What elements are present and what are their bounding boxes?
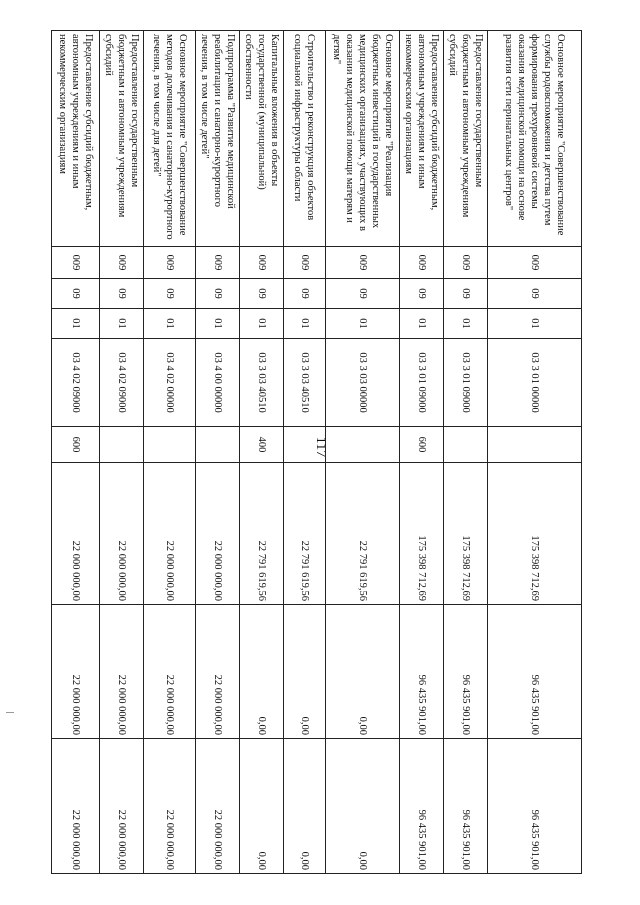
row-name-cell: Предоставление субсидий бюджетным, автономным учреждениям и иным некоммерческим организациям: [400, 31, 444, 247]
sum-year1-cell: 175 398 712,69: [488, 463, 582, 605]
subsection-code-cell: 01: [240, 309, 284, 339]
grbs-code-cell: 009: [52, 247, 100, 279]
grbs-code-cell: 009: [326, 247, 400, 279]
subsection-code-cell: 01: [284, 309, 326, 339]
table-row: [100, 31, 144, 874]
sum-year2-cell: 96 435 901,00: [488, 605, 582, 739]
budget-table: [51, 30, 582, 874]
sum-year3-cell: 0,00: [326, 739, 400, 874]
expense-type-cell: [144, 427, 196, 463]
subsection-code-cell: 01: [326, 309, 400, 339]
grbs-code-cell: 009: [196, 247, 240, 279]
sum-year1-cell: 22 000 000,00: [144, 463, 196, 605]
table-row: [196, 31, 240, 874]
section-code-cell: 09: [196, 279, 240, 309]
table-row: [444, 31, 488, 874]
sum-year2-cell: 96 435 901,00: [400, 605, 444, 739]
budget-table-stage: [57, 30, 582, 873]
expense-type-cell: 600: [400, 427, 444, 463]
table-row: [284, 31, 326, 874]
sum-year1-cell: 22 791 619,56: [284, 463, 326, 605]
expense-type-cell: [100, 427, 144, 463]
section-code-cell: 09: [240, 279, 284, 309]
scan-mark: [6, 712, 14, 715]
section-code-cell: 09: [52, 279, 100, 309]
row-name-cell: Основное мероприятие "Совершенствование службы родовспоможения и детства путем формирования трехуровневой системы оказания медицинской помощи на основе развития сети перинатальных центров": [488, 31, 582, 247]
expense-type-cell: [326, 427, 400, 463]
sum-year1-cell: 22 000 000,00: [52, 463, 100, 605]
sum-year3-cell: 96 435 901,00: [444, 739, 488, 874]
target-article-cell: 03 4 00 00000: [196, 339, 240, 427]
row-name-cell: Основное мероприятие "Реализация бюджетных инвестиций в государственных медицинских организациях, участвующих в оказании медицинской помощи матерям и детям": [326, 31, 400, 247]
sum-year2-cell: 0,00: [284, 605, 326, 739]
expense-type-cell: [196, 427, 240, 463]
grbs-code-cell: 009: [400, 247, 444, 279]
row-name-cell: Основное мероприятие "Совершенствование методов долечивания и санаторно-курортного лечения, в том числе для детей": [144, 31, 196, 247]
subsection-code-cell: 01: [100, 309, 144, 339]
table-row: [52, 31, 100, 874]
target-article-cell: 03 3 03 40510: [240, 339, 284, 427]
subsection-code-cell: 01: [488, 309, 582, 339]
target-article-cell: 03 3 01 09000: [444, 339, 488, 427]
sum-year1-cell: 175 398 712,69: [444, 463, 488, 605]
grbs-code-cell: 009: [100, 247, 144, 279]
subsection-code-cell: 01: [400, 309, 444, 339]
row-name-cell: Предоставление государственным бюджетным и автономным учреждениям субсидий: [100, 31, 144, 247]
row-name-cell: Предоставление субсидий бюджетным, автономным учреждениям и иным некоммерческим организациям: [52, 31, 100, 247]
table-row: [488, 31, 582, 874]
subsection-code-cell: 01: [444, 309, 488, 339]
sum-year1-cell: 22 791 619,56: [326, 463, 400, 605]
sum-year3-cell: 22 000 000,00: [100, 739, 144, 874]
sum-year3-cell: 96 435 901,00: [488, 739, 582, 874]
expense-type-cell: [284, 427, 326, 463]
sum-year3-cell: 22 000 000,00: [52, 739, 100, 874]
sum-year3-cell: 0,00: [240, 739, 284, 874]
table-row: [144, 31, 196, 874]
section-code-cell: 09: [326, 279, 400, 309]
expense-type-cell: 400: [240, 427, 284, 463]
section-code-cell: 09: [100, 279, 144, 309]
sum-year3-cell: 0,00: [284, 739, 326, 874]
sum-year2-cell: 0,00: [326, 605, 400, 739]
page-number: 117: [313, 436, 328, 458]
rotated-table-frame: [57, 30, 582, 873]
grbs-code-cell: 009: [488, 247, 582, 279]
sum-year3-cell: 22 000 000,00: [196, 739, 240, 874]
sum-year3-cell: 96 435 901,00: [400, 739, 444, 874]
table-row: [326, 31, 400, 874]
row-name-cell: Капитальные вложения в объекты государственной (муниципальной) собственности: [240, 31, 284, 247]
sum-year1-cell: 175 398 712,69: [400, 463, 444, 605]
expense-type-cell: [488, 427, 582, 463]
sum-year2-cell: 22 000 000,00: [52, 605, 100, 739]
target-article-cell: 03 4 02 09000: [100, 339, 144, 427]
target-article-cell: 03 4 02 09000: [52, 339, 100, 427]
subsection-code-cell: 01: [144, 309, 196, 339]
sum-year2-cell: 0,00: [240, 605, 284, 739]
section-code-cell: 09: [284, 279, 326, 309]
table-row: [400, 31, 444, 874]
sum-year2-cell: 22 000 000,00: [100, 605, 144, 739]
sum-year3-cell: 22 000 000,00: [144, 739, 196, 874]
sum-year2-cell: 22 000 000,00: [144, 605, 196, 739]
sum-year1-cell: 22 000 000,00: [196, 463, 240, 605]
section-code-cell: 09: [144, 279, 196, 309]
target-article-cell: 03 3 03 00000: [326, 339, 400, 427]
expense-type-cell: [444, 427, 488, 463]
target-article-cell: 03 3 01 00000: [488, 339, 582, 427]
target-article-cell: 03 3 03 40510: [284, 339, 326, 427]
sum-year2-cell: 96 435 901,00: [444, 605, 488, 739]
grbs-code-cell: 009: [444, 247, 488, 279]
row-name-cell: Предоставление государственным бюджетным и автономным учреждениям субсидий: [444, 31, 488, 247]
section-code-cell: 09: [444, 279, 488, 309]
target-article-cell: 03 3 01 09000: [400, 339, 444, 427]
table-row: [240, 31, 284, 874]
row-name-cell: Подпрограмма "Развитие медицинской реабилитации и санаторно-курортного лечения, в том числе детей": [196, 31, 240, 247]
target-article-cell: 03 4 02 00000: [144, 339, 196, 427]
expense-type-cell: 600: [52, 427, 100, 463]
subsection-code-cell: 01: [52, 309, 100, 339]
grbs-code-cell: 009: [240, 247, 284, 279]
section-code-cell: 09: [488, 279, 582, 309]
sum-year2-cell: 22 000 000,00: [196, 605, 240, 739]
grbs-code-cell: 009: [284, 247, 326, 279]
sum-year1-cell: 22 791 619,56: [240, 463, 284, 605]
sum-year1-cell: 22 000 000,00: [100, 463, 144, 605]
row-name-cell: Строительство и реконструкция объектов социальной инфраструктуры области: [284, 31, 326, 247]
section-code-cell: 09: [400, 279, 444, 309]
subsection-code-cell: 01: [196, 309, 240, 339]
grbs-code-cell: 009: [144, 247, 196, 279]
